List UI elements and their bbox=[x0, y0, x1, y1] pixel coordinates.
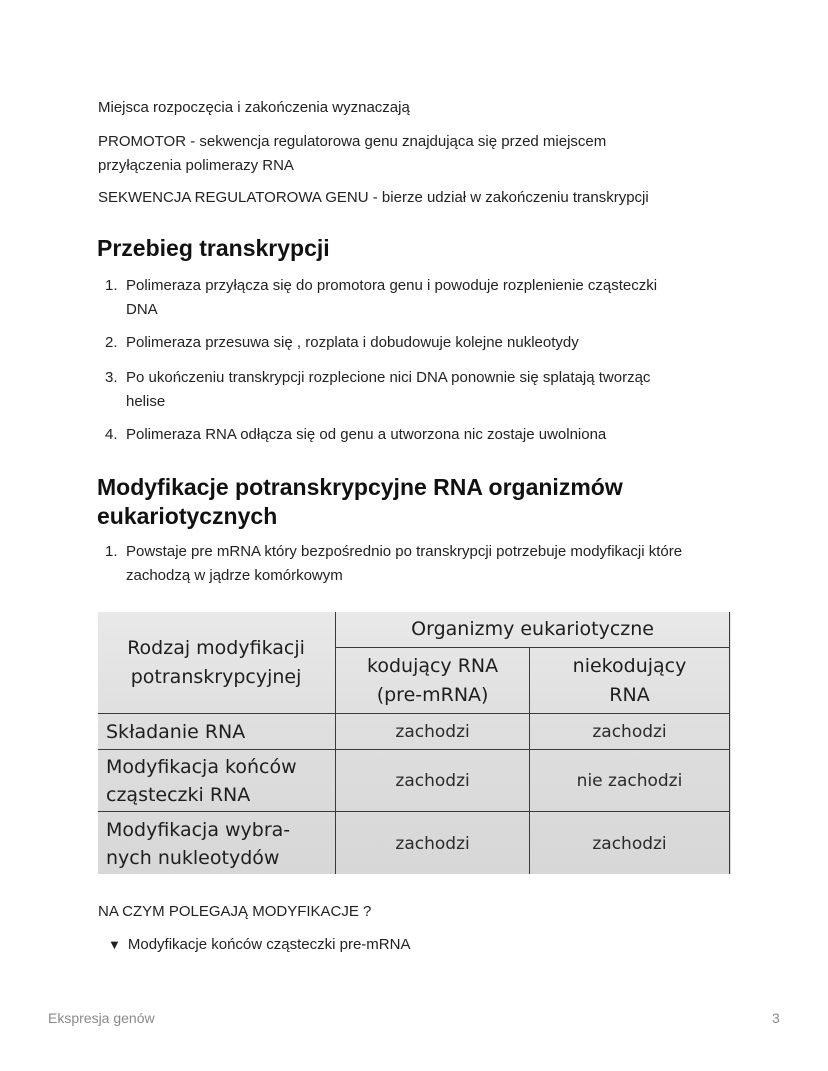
column-header-noncoding bbox=[530, 648, 730, 714]
list-text bbox=[126, 274, 736, 322]
corner-header-line: Rodzaj modyfikacji bbox=[127, 636, 305, 659]
list-number: 2. bbox=[105, 334, 118, 351]
list-text-line: Po ukończeniu transkrypcji rozplecione nici DNA ponownie się splatają tworząc bbox=[126, 369, 651, 386]
row-header-line: nych nukleotydów bbox=[106, 846, 280, 869]
cell-coding: zachodzi bbox=[336, 812, 530, 875]
list-text: Polimeraza przesuwa się , rozplata i dobudowuje kolejne nukleotydy bbox=[126, 334, 579, 351]
column-header-line: RNA bbox=[609, 683, 650, 706]
table-corner-header bbox=[98, 612, 336, 714]
section-heading-transcription: Przebieg transkrypcji bbox=[97, 235, 330, 261]
cell-noncoding: zachodzi bbox=[530, 812, 730, 875]
section-heading-modifications-line1: Modyfikacje potranskrypcyjne RNA organizmów bbox=[97, 474, 623, 500]
intro-text: Miejsca rozpoczęcia i zakończenia wyznaczają bbox=[98, 99, 410, 116]
regulatory-sequence-definition: SEKWENCJA REGULATOROWA GENU - bierze udział w zakończeniu transkrypcji bbox=[98, 189, 649, 206]
toggle-block[interactable] bbox=[108, 933, 410, 957]
corner-header-line: potranskrypcyjnej bbox=[130, 665, 302, 688]
list-text bbox=[126, 540, 736, 588]
toggle-label[interactable]: Modyfikacje końców cząsteczki pre-mRNA bbox=[127, 936, 411, 953]
cell-noncoding: zachodzi bbox=[530, 714, 730, 750]
list-text-line: Powstaje pre mRNA który bezpośrednio po transkrypcji potrzebuje modyfikacji które bbox=[126, 543, 683, 560]
list-number: 1. bbox=[105, 277, 118, 294]
footer-page-number: 3 bbox=[772, 1010, 780, 1026]
question-text: NA CZYM POLEGAJĄ MODYFIKACJE ? bbox=[98, 903, 372, 920]
promotor-definition-line1: PROMOTOR - sekwencja regulatorowa genu znajdująca się przed miejscem bbox=[98, 133, 607, 150]
triangle-down-icon[interactable]: ▼ bbox=[108, 937, 121, 952]
table-group-header: Organizmy eukariotyczne bbox=[336, 612, 730, 648]
footer-document-title: Ekspresja genów bbox=[48, 1010, 155, 1026]
cell-noncoding: nie zachodzi bbox=[530, 750, 730, 812]
list-text-line: DNA bbox=[126, 301, 158, 318]
list-number: 3. bbox=[105, 369, 118, 386]
cell-coding: zachodzi bbox=[336, 714, 530, 750]
column-header-line: kodujący RNA bbox=[367, 654, 499, 677]
scanned-modifications-table-image bbox=[98, 612, 731, 874]
list-number: 4. bbox=[105, 426, 118, 443]
list-text bbox=[126, 366, 736, 414]
list-text: Polimeraza RNA odłącza się od genu a utworzona nic zostaje uwolniona bbox=[126, 426, 607, 443]
promotor-definition-line2: przyłączenia polimerazy RNA bbox=[98, 157, 294, 174]
list-text-line: Polimeraza przyłącza się do promotora genu i powoduje rozplenienie cząsteczki bbox=[126, 277, 658, 294]
column-header-line: niekodujący bbox=[572, 654, 687, 677]
column-header-line: (pre-mRNA) bbox=[376, 683, 489, 706]
column-header-coding bbox=[336, 648, 530, 714]
table-row bbox=[98, 714, 730, 750]
row-header bbox=[98, 812, 336, 875]
list-number: 1. bbox=[105, 543, 118, 560]
modifications-table bbox=[98, 612, 730, 874]
row-header-line: Modyfikacja wybra- bbox=[106, 818, 291, 841]
table-row bbox=[98, 812, 730, 875]
list-text-line: zachodzą w jądrze komórkowym bbox=[126, 567, 343, 584]
row-header bbox=[98, 750, 336, 812]
row-header-line: cząsteczki RNA bbox=[106, 783, 251, 806]
row-header-line: Modyfikacja końców bbox=[106, 755, 297, 778]
cell-coding: zachodzi bbox=[336, 750, 530, 812]
table-row bbox=[98, 750, 730, 812]
list-text-line: helise bbox=[126, 393, 166, 410]
section-heading-modifications-line2: eukariotycznych bbox=[97, 503, 278, 529]
row-header: Składanie RNA bbox=[98, 714, 336, 750]
table-header-row bbox=[98, 612, 730, 648]
